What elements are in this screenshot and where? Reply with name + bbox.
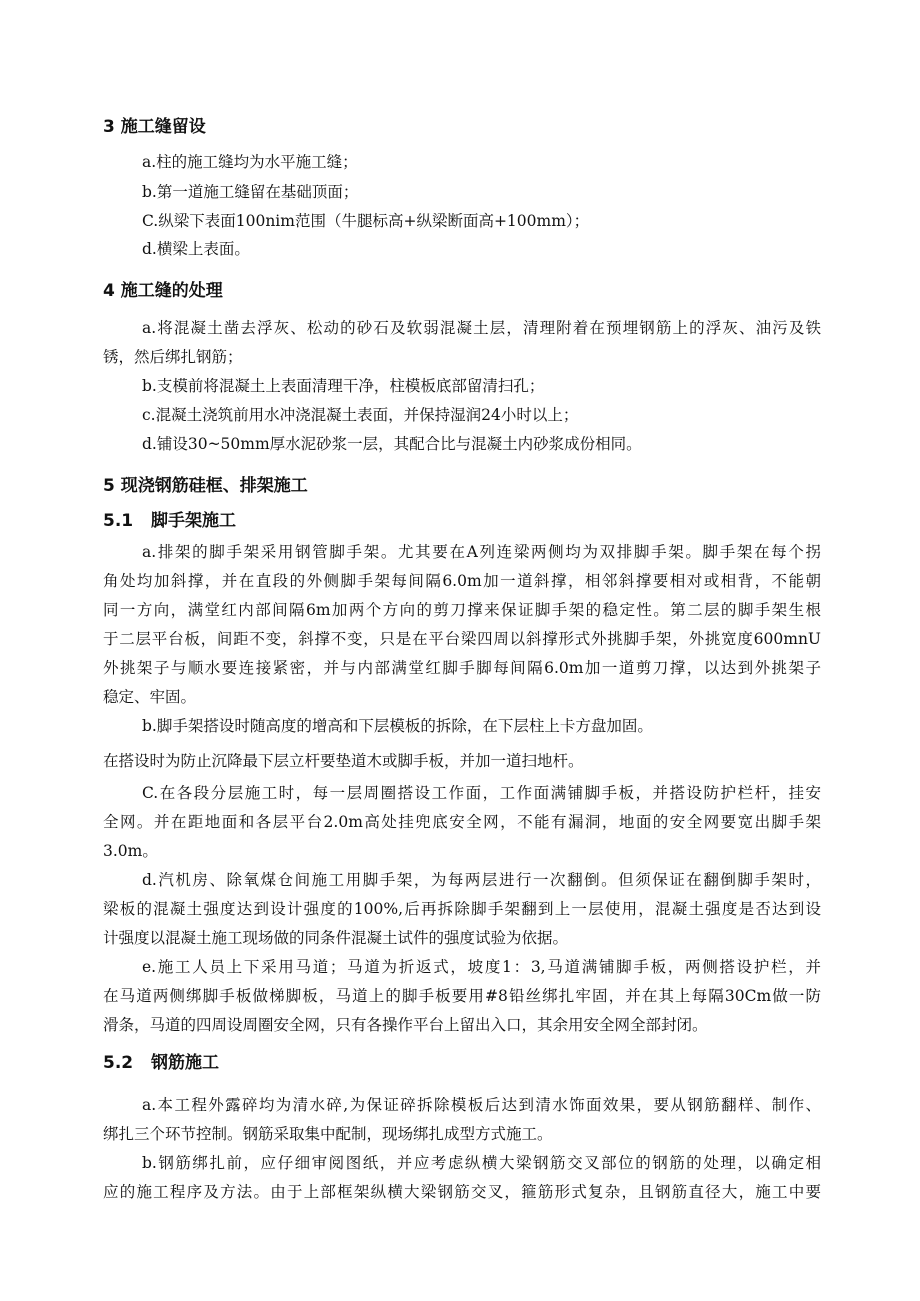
text-line: a.本工程外露碎均为清水碎,为保证碎拆除模板后达到清水饰面效果，要从钢筋翻样、制作、 bbox=[142, 1096, 821, 1114]
text-line: 应的施工程序及方法。由于上部框架纵横大梁钢筋交叉，箍筋形式复杂，且钢筋直径大，施工中要 bbox=[103, 1183, 821, 1201]
text-line: b.脚手架搭设时随高度的增高和下层模板的拆除，在下层柱上卡方盘加固。 bbox=[142, 717, 653, 735]
text-line: 滑条，马道的四周设周圈安全网，只有各操作平台上留出入口，其余用安全网全部封闭。 bbox=[103, 1016, 708, 1034]
text-line: 在马道两侧绑脚手板做梯脚板，马道上的脚手板要用#8铅丝绑扎牢固，并在其上每隔30Cm做一防 bbox=[103, 987, 821, 1005]
section-number: 5.2 bbox=[103, 1053, 134, 1073]
text-line: d.横梁上表面。 bbox=[142, 240, 250, 258]
text-line: a.排架的脚手架采用钢管脚手架。尤其要在A列连梁两侧均为双排脚手架。脚手架在每个拐 bbox=[142, 543, 821, 561]
text-line: 稳定、牢固。 bbox=[103, 688, 197, 706]
heading-section-4: 4 施工缝的处理 bbox=[103, 281, 223, 301]
text-line: a.将混凝土凿去浮灰、松动的砂石及软弱混凝土层，清理附着在预埋钢筋上的浮灰、油污及铁 bbox=[142, 319, 821, 337]
text-line: 全网。并在距地面和各层平台2.0m高处挂兜底安全网，不能有漏洞，地面的安全网要宽出脚手架 bbox=[103, 813, 821, 831]
text-line: e.施工人员上下采用马道；马道为折返式，坡度1：3,马道满铺脚手板，两侧搭设护栏，并 bbox=[142, 958, 821, 976]
text-line: 绑扎三个环节控制。钢筋采取集中配制，现场绑扎成型方式施工。 bbox=[103, 1125, 553, 1143]
text-line: 梁板的混凝土强度达到设计强度的100%,后再拆除脚手架翻到上一层使用，混凝土强度是否达到设 bbox=[103, 900, 821, 918]
text-line: b.第一道施工缝留在基础顶面； bbox=[142, 183, 359, 201]
text-line: d.汽机房、除氧煤仓间施工用脚手架，为每两层进行一次翻倒。但须保证在翻倒脚手架时， bbox=[142, 871, 821, 889]
text-line: 计强度以混凝土施工现场做的同条件混凝土试件的强度试验为依据。 bbox=[103, 929, 569, 947]
section-title: 脚手架施工 bbox=[151, 511, 236, 531]
text-line: a.柱的施工缝均为水平施工缝； bbox=[142, 153, 358, 171]
heading-section-5-1 bbox=[103, 510, 236, 532]
text-line: d.铺设30~50mm厚水泥砂浆一层，其配合比与混凝土内砂浆成份相同。 bbox=[142, 435, 642, 453]
text-line: 外挑架子与顺水要连接紧密，并与内部满堂红脚手脚每间隔6.0m加一道剪刀撑，以达到外挑架子 bbox=[103, 659, 821, 677]
text-line: 锈，然后绑扎钢筋； bbox=[103, 348, 243, 366]
text-line: C.纵梁下表面100nim范围（牛腿标高+纵梁断面高+100mm）； bbox=[142, 212, 590, 230]
text-line: 同一方向，满堂红内部间隔6m加两个方向的剪刀撑来保证脚手架的稳定性。第二层的脚手架生根 bbox=[103, 601, 821, 619]
text-line: c.混凝土浇筑前用水冲浇混凝土表面，并保持湿润24小时以上； bbox=[142, 406, 579, 424]
text-line: b.钢筋绑扎前，应仔细审阅图纸，并应考虑纵横大梁钢筋交叉部位的钢筋的处理，以确定相 bbox=[142, 1154, 821, 1172]
heading-section-5: 5 现浇钢筋硅框、排架施工 bbox=[103, 476, 308, 496]
section-number: 5.1 bbox=[103, 511, 134, 531]
section-title: 钢筋施工 bbox=[151, 1053, 219, 1073]
text-line: 3.0m。 bbox=[103, 842, 158, 860]
heading-section-3: 3 施工缝留设 bbox=[103, 117, 206, 137]
text-line: 角处均加斜撑，并在直段的外侧脚手架每间隔6.0m加一道斜撑，相邻斜撑要相对或相背，不能朝 bbox=[103, 572, 821, 590]
text-line: C.在各段分层施工时，每一层周圈搭设工作面，工作面满铺脚手板，并搭设防护栏杆，挂安 bbox=[142, 784, 821, 802]
heading-section-5-2 bbox=[103, 1052, 219, 1074]
text-line: 在搭设时为防止沉降最下层立杆要垫道木或脚手板，并加一道扫地杆。 bbox=[103, 752, 584, 770]
text-line: b.支模前将混凝土上表面清理干净，柱模板底部留清扫孔； bbox=[142, 377, 545, 395]
text-line: 于二层平台板，间距不变，斜撑不变，只是在平台梁四周以斜撑形式外挑脚手架，外挑宽度600mnU bbox=[103, 630, 821, 648]
